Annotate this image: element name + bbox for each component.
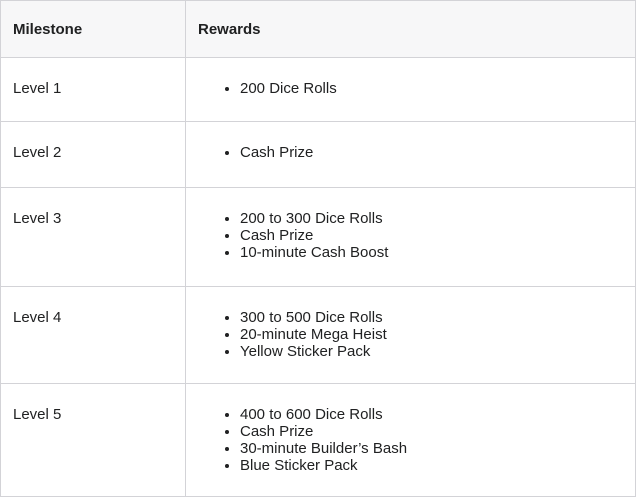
table-header-row <box>1 1 636 58</box>
rewards-list <box>198 309 623 360</box>
table-row <box>1 58 636 122</box>
reward-item: • Cash Prize <box>240 423 623 440</box>
rewards-list <box>198 210 623 261</box>
reward-item: • Blue Sticker Pack <box>240 457 623 474</box>
rewards-cell <box>186 287 636 384</box>
table-row <box>1 122 636 188</box>
reward-item: • 30-minute Builder’s Bash <box>240 440 623 457</box>
milestone-cell: Level 1 <box>1 58 186 122</box>
reward-item: • 400 to 600 Dice Rolls <box>240 406 623 423</box>
milestone-cell: Level 4 <box>1 287 186 384</box>
rewards-list <box>198 144 623 161</box>
table-body <box>1 58 636 497</box>
reward-item: • 300 to 500 Dice Rolls <box>240 309 623 326</box>
table-row <box>1 188 636 287</box>
table-row <box>1 287 636 384</box>
rewards-cell <box>186 188 636 287</box>
rewards-cell <box>186 122 636 188</box>
reward-item: • Yellow Sticker Pack <box>240 343 623 360</box>
milestone-cell: Level 3 <box>1 188 186 287</box>
rewards-cell <box>186 58 636 122</box>
reward-item: • 10-minute Cash Boost <box>240 244 623 261</box>
reward-item: • 200 Dice Rolls <box>240 80 623 97</box>
reward-item: • Cash Prize <box>240 144 623 161</box>
rewards-cell <box>186 384 636 497</box>
milestone-cell: Level 2 <box>1 122 186 188</box>
reward-item: • 20-minute Mega Heist <box>240 326 623 343</box>
table-row <box>1 384 636 497</box>
column-header-milestone: Milestone <box>1 1 186 58</box>
reward-item: • 200 to 300 Dice Rolls <box>240 210 623 227</box>
table-header <box>1 1 636 58</box>
rewards-list <box>198 406 623 474</box>
milestone-cell: Level 5 <box>1 384 186 497</box>
rewards-list <box>198 80 623 97</box>
reward-item: • Cash Prize <box>240 227 623 244</box>
column-header-rewards: Rewards <box>186 1 636 58</box>
